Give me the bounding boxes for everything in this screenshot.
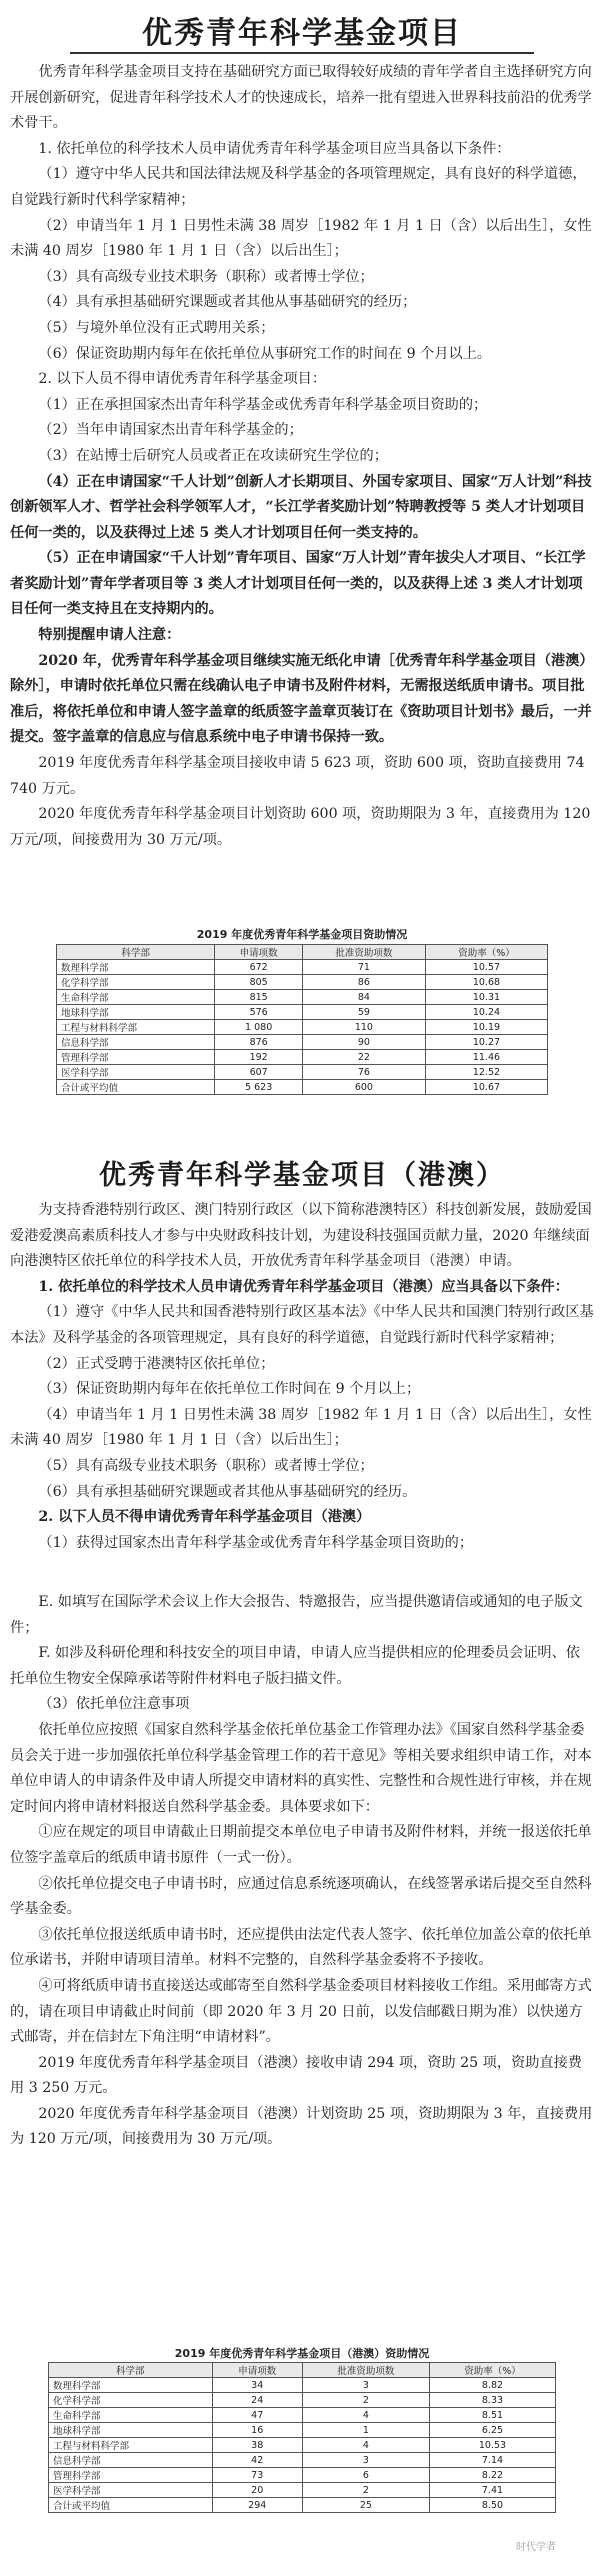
table-cell-value: 10.31	[425, 990, 547, 1005]
table-cell-value: 4	[302, 2408, 429, 2423]
table-cell-value: 8.22	[429, 2468, 555, 2483]
table-cell-value: 25	[302, 2498, 429, 2513]
section1-cond3: （3）具有高级专业技术职务（职称）或者博士学位；	[38, 268, 374, 285]
table-cell-dept: 合计或平均值	[49, 2498, 213, 2513]
table-row	[49, 2498, 556, 2513]
table-row	[57, 1080, 548, 1095]
table-row	[57, 975, 548, 990]
table-row	[49, 2453, 556, 2468]
section1-cond4: （4）具有承担基础研究课题或者其他从事基础研究的经历；	[38, 294, 417, 311]
section1-stat2: 2020 年度优秀青年科学基金项目计划资助 600 项，资助期限为 3 年，直接费用为 120 万元/项，间接费用为 30 万元/项。	[10, 806, 591, 848]
table-cell-dept: 工程与材料科学部	[49, 2438, 213, 2453]
table-cell-dept: 生命科学部	[57, 990, 215, 1005]
table-cell-value: 7.41	[429, 2483, 555, 2498]
section2-note3-body: 依托单位应按照《国家自然科学基金依托单位基金工作管理办法》《国家自然科学基金委员会关于进一步加强依托单位科学基金管理工作的若干意见》等相关要求组织申请工作，对本单位申请人的申请条件及申请人所提交申请材料的真实性、完整性和合规性进行审核，并在规定时间内将申请材料报送自然科学基金委。具体要求如下：	[10, 1721, 592, 1815]
table-cell-value: 86	[302, 975, 425, 990]
table-cell-value: 10.68	[425, 975, 547, 990]
table-cell-value: 10.24	[425, 1005, 547, 1020]
table-cell-value: 110	[302, 1020, 425, 1035]
table-cell-dept: 生命科学部	[49, 2408, 213, 2423]
table-cell-value: 10.53	[429, 2438, 555, 2453]
table-cell-dept: 地球科学部	[57, 1005, 215, 1020]
table-cell-value: 4	[302, 2438, 429, 2453]
section2-req2: ②依托单位提交电子申请书时，应通过信息系统逐项确认，在线签署承诺后提交至自然科学基金委。	[10, 1875, 592, 1918]
table-cell-value: 815	[215, 990, 303, 1005]
section1-cond5: （5）与境外单位没有正式聘用关系；	[38, 319, 275, 336]
section1-title: 优秀青年科学基金项目	[142, 16, 462, 51]
section2-body-cont	[10, 1590, 594, 2153]
table-cell-value: 47	[212, 2408, 302, 2423]
watermark-text: 时代学者	[516, 2542, 556, 2553]
table-cell-value: 1 080	[215, 1020, 303, 1035]
table2-title: 2019 年度优秀青年科学基金项目（港澳）资助情况	[174, 2347, 430, 2360]
table-cell-dept: 数理科学部	[49, 2378, 213, 2393]
section2-item-e: E. 如填写在国际学术会议上作大会报告、特邀报告，应当提供邀请信或通知的电子版文件；	[10, 1594, 583, 1636]
table-cell-value: 38	[212, 2438, 302, 2453]
table-cell-value: 6.25	[429, 2423, 555, 2438]
table-row	[57, 1020, 548, 1035]
section2-cond1: （1）遵守《中华人民共和国香港特别行政区基本法》《中华人民共和国澳门特别行政区基本法》及科学基金的各项管理规定，具有良好的科学道德，自觉践行新时代科学家精神；	[10, 1304, 594, 1346]
section2-stat1: 2019 年度优秀青年科学基金项目（港澳）接收申请 294 项，资助 25 项，资助直接费用 3 250 万元。	[10, 2054, 582, 2097]
table1-body	[57, 960, 548, 1095]
table-cell-dept: 信息科学部	[57, 1035, 215, 1050]
table1-header: 批准资助项数	[302, 945, 425, 960]
table-cell-dept: 数理科学部	[57, 960, 215, 975]
table1	[56, 944, 548, 1095]
table-cell-value: 10.19	[425, 1020, 547, 1035]
table-cell-dept: 工程与材料科学部	[57, 1020, 215, 1035]
table-row	[57, 960, 548, 975]
table-cell-value: 8.82	[429, 2378, 555, 2393]
section2-title: 优秀青年科学基金项目（港澳）	[99, 1160, 505, 1191]
table-cell-value: 12.52	[425, 1065, 547, 1080]
table2-header: 申请项数	[212, 2363, 302, 2378]
section2-req1: ①应在规定的项目申请截止日期前提交本单位电子申请书及附件材料，并统一报送依托单位签字盖章后的纸质申请书原件（一式一份）。	[10, 1824, 592, 1866]
table-row	[57, 1035, 548, 1050]
table-cell-value: 576	[215, 1005, 303, 1020]
section1-excl3: （3）在站博士后研究人员或者正在攻读研究生学位的；	[38, 447, 388, 464]
table-cell-value: 192	[215, 1050, 303, 1065]
table-cell-value: 59	[302, 1005, 425, 1020]
section1-excl2: （2）当年申请国家杰出青年科学基金的；	[38, 422, 303, 439]
table-row	[49, 2483, 556, 2498]
table-cell-value: 805	[215, 975, 303, 990]
table-cell-value: 10.27	[425, 1035, 547, 1050]
table-cell-dept: 信息科学部	[49, 2453, 213, 2468]
table-cell-value: 8.50	[429, 2498, 555, 2513]
table-row	[49, 2408, 556, 2423]
table-cell-dept: 化学科学部	[57, 975, 215, 990]
table-cell-value: 7.14	[429, 2453, 555, 2468]
table-cell-value: 42	[212, 2453, 302, 2468]
table-cell-value: 84	[302, 990, 425, 1005]
section1-excl4: （4）正在申请国家“千人计划”创新人才长期项目、外国专家项目、国家“万人计划”科技创新领军人才、哲学社会科学领军人才，“长江学者奖励计划”特聘教授等 5 类人才计划项目任何一类的，以及获得过上述 5 类人才计划项目任何一类支持的。	[10, 473, 592, 541]
table-cell-value: 24	[212, 2393, 302, 2408]
section2-stat2: 2020 年度优秀青年科学基金项目（港澳）计划资助 25 项，资助期限为 3 年，直接费用为 120 万元/项，间接费用为 30 万元/项。	[10, 2105, 593, 2148]
table2-body	[49, 2378, 556, 2513]
table-row	[57, 1065, 548, 1080]
table-cell-dept: 医学科学部	[49, 2483, 213, 2498]
table1-header: 申请项数	[215, 945, 303, 960]
table-row	[57, 990, 548, 1005]
section2-cond4: （4）申请当年 1 月 1 日男性未满 38 周岁［1982 年 1 月 1 日（含）以后出生］，女性未满 40 周岁［1980 年 1 月 1 日（含）以后出生］；	[10, 1406, 592, 1449]
table-cell-value: 8.51	[429, 2408, 555, 2423]
table-row	[49, 2438, 556, 2453]
table1-header-row	[57, 945, 548, 960]
table-row	[57, 1005, 548, 1020]
table-cell-value: 22	[302, 1050, 425, 1065]
table-cell-value: 10.67	[425, 1080, 547, 1095]
section2-cond6: （6）具有承担基础研究课题或者其他从事基础研究的经历。	[38, 1483, 417, 1500]
table-cell-value: 3	[302, 2378, 429, 2393]
table-cell-value: 6	[302, 2468, 429, 2483]
section1-notice-head: 特别提醒申请人注意：	[38, 627, 181, 644]
table-cell-value: 73	[212, 2468, 302, 2483]
table-cell-dept: 化学科学部	[49, 2393, 213, 2408]
section2-item-f: F. 如涉及科研伦理和科技安全的项目申请，申请人应当提供相应的伦理委员会证明、依托单位生物安全保障承诺等附件材料电子版扫描文件。	[10, 1645, 580, 1687]
section2-cond5: （5）具有高级专业技术职务（职称）或者博士学位；	[38, 1457, 374, 1474]
table-row	[57, 1050, 548, 1065]
table-cell-value: 876	[215, 1035, 303, 1050]
table-row	[49, 2423, 556, 2438]
section2-excl-head: 2. 以下人员不得申请优秀青年科学基金项目（港澳）	[38, 1509, 371, 1526]
section1-stat1: 2019 年度优秀青年科学基金项目接收申请 5 623 项，资助 600 项，资助直接费用 74 740 万元。	[10, 755, 585, 797]
table-cell-dept: 管理科学部	[49, 2468, 213, 2483]
table-cell-value: 607	[215, 1065, 303, 1080]
table-cell-value: 2	[302, 2483, 429, 2498]
section2-cond-head: 1. 依托单位的科学技术人员申请优秀青年科学基金项目（港澳）应当具备以下条件：	[38, 1278, 569, 1295]
table2-header: 资助率（%）	[429, 2363, 555, 2378]
table-cell-value: 20	[212, 2483, 302, 2498]
section1-cond-head: 1. 依托单位的科学技术人员申请优秀青年科学基金项目应当具备以下条件：	[38, 140, 511, 157]
section1-cond2: （2）申请当年 1 月 1 日男性未满 38 周岁［1982 年 1 月 1 日（含）以后出生］，女性未满 40 周岁［1980 年 1 月 1 日（含）以后出生］；	[10, 217, 592, 260]
section2-cond3: （3）保证资助期内每年在依托单位工作时间在 9 个月以上；	[38, 1381, 421, 1398]
table-cell-value: 11.46	[425, 1050, 547, 1065]
section2-req3: ③依托单位报送纸质申请书时，还应提供由法定代表人签字、依托单位加盖公章的依托单位承诺书，并附申请项目清单。材料不完整的，自然科学基金委将不予接收。	[10, 1926, 592, 1969]
table-cell-value: 672	[215, 960, 303, 975]
table-row	[49, 2378, 556, 2393]
section1-intro: 优秀青年科学基金项目支持在基础研究方面已取得较好成绩的青年学者自主选择研究方向开展创新研究，促进青年科学技术人才的快速成长，培养一批有望进入世界科技前沿的优秀学术骨干。	[10, 64, 592, 132]
table-cell-dept: 地球科学部	[49, 2423, 213, 2438]
table2	[48, 2362, 556, 2513]
table-cell-dept: 合计或平均值	[57, 1080, 215, 1095]
table-row	[49, 2393, 556, 2408]
table1-title: 2019 年度优秀青年科学基金项目资助情况	[196, 928, 408, 941]
table-cell-dept: 管理科学部	[57, 1050, 215, 1065]
table-row	[49, 2468, 556, 2483]
section2-excl1: （1）获得过国家杰出青年科学基金或优秀青年科学基金项目资助的；	[38, 1534, 474, 1551]
section1-cond6: （6）保证资助期内每年在依托单位从事研究工作的时间在 9 个月以上。	[38, 345, 492, 362]
section1-body	[10, 60, 594, 853]
table-cell-value: 16	[212, 2423, 302, 2438]
table2-header: 批准资助项数	[302, 2363, 429, 2378]
table-cell-value: 10.57	[425, 960, 547, 975]
table-cell-value: 3	[302, 2453, 429, 2468]
table-cell-value: 1	[302, 2423, 429, 2438]
table2-header-row	[49, 2363, 556, 2378]
table-cell-dept: 医学科学部	[57, 1065, 215, 1080]
section1-notice-body: 2020 年，优秀青年科学基金项目继续实施无纸化申请［优秀青年科学基金项目（港澳）除外］，申请时依托单位只需在线确认电子申请书及附件材料，无需报送纸质申请书。项目批准后，将依托单位和申请人签字盖章的纸质签字盖章页装订在《资助项目计划书》最后，一并提交。签字盖章的信息应与信息系统中电子申请书保持一致。	[10, 652, 594, 746]
table1-header: 科学部	[57, 945, 215, 960]
section2-cond2: （2）正式受聘于港澳特区依托单位；	[38, 1355, 275, 1372]
section2-body	[10, 1198, 594, 1556]
section1-excl5: （5）正在申请国家“千人计划”青年项目、国家“万人计划”青年拔尖人才项目、“长江学者奖励计划”青年学者项目等 3 类人才计划项目任何一类的，以及获得上述 3 类人才计划项目任何一类支持且在支持期内的。	[10, 550, 586, 618]
section2-note3-head: （3）依托单位注意事项	[38, 1696, 190, 1713]
table-cell-value: 600	[302, 1080, 425, 1095]
table-cell-value: 8.33	[429, 2393, 555, 2408]
table1-header: 资助率（%）	[425, 945, 547, 960]
table-cell-value: 294	[212, 2498, 302, 2513]
table-cell-value: 76	[302, 1065, 425, 1080]
table-cell-value: 90	[302, 1035, 425, 1050]
title-rule	[70, 52, 534, 54]
table-cell-value: 34	[212, 2378, 302, 2393]
section1-excl1: （1）正在承担国家杰出青年科学基金或优秀青年科学基金项目资助的；	[38, 396, 488, 413]
section1-excl-head: 2. 以下人员不得申请优秀青年科学基金项目：	[38, 371, 327, 388]
section1-cond1: （1）遵守中华人民共和国法律法规及科学基金的各项管理规定，具有良好的科学道德，自觉践行新时代科学家精神；	[10, 166, 587, 208]
table-cell-value: 71	[302, 960, 425, 975]
section2-req4: ④可将纸质申请书直接送达或邮寄至自然科学基金委项目材料接收工作组。采用邮寄方式的，请在项目申请截止时间前（即 2020 年 3 月 20 日前，以发信邮戳日期为准）以快递方式邮寄，并在信封左下角注明“申请材料”。	[10, 1977, 592, 2046]
table-cell-value: 5 623	[215, 1080, 303, 1095]
table2-header: 科学部	[49, 2363, 213, 2378]
table-cell-value: 2	[302, 2393, 429, 2408]
section2-intro: 为支持香港特别行政区、澳门特别行政区（以下简称港澳特区）科技创新发展，鼓励爱国爱港爱澳高素质科技人才参与中央财政科技计划，为建设科技强国贡献力量，2020 年继续面向港澳特区依托单位的科学技术人员，开放优秀青年科学基金项目（港澳）申请。	[10, 1202, 592, 1270]
